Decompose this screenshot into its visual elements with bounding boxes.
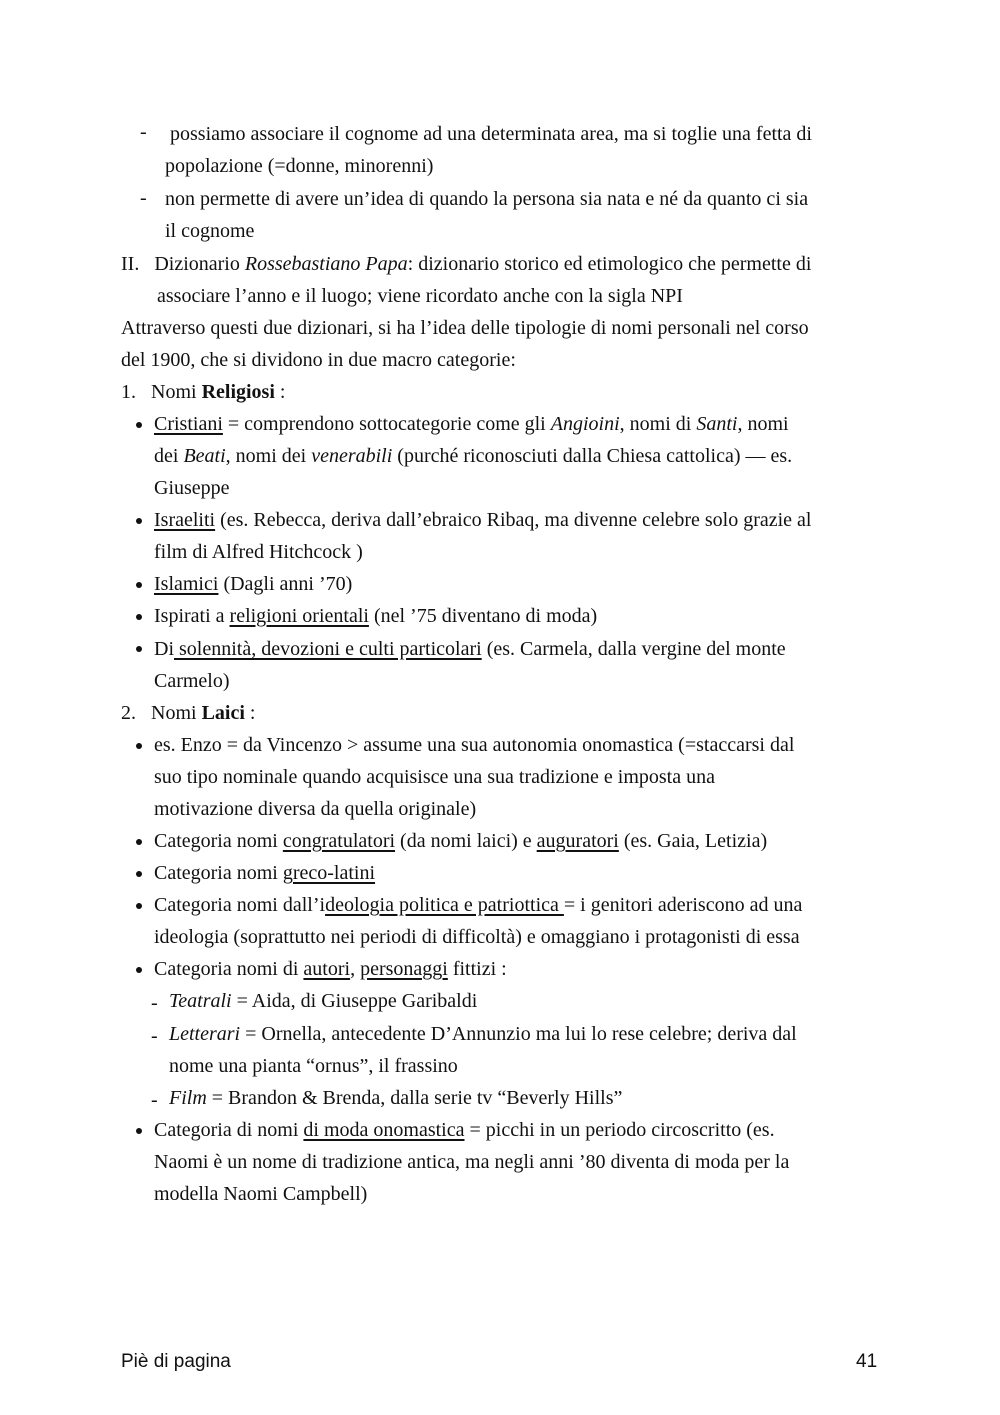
bullet-icon [136,903,142,909]
text: : [244,702,256,724]
italic-text: Letterari [169,1023,241,1045]
text: fittizi : [447,958,507,980]
underlined-text: religioni orientali [229,605,369,627]
text: = Brandon & Brenda, dalla serie tv “Beverly Hills” [206,1087,623,1109]
text: (da nomi laici) e [395,830,537,852]
dash-marker: - [151,1025,158,1047]
text-line: Naomi è un nome di tradizione antica, ma negli anni ’80 diventa di moda per la [154,1151,790,1173]
bullet-icon [136,614,142,620]
text-line: film di Alfred Hitchcock ) [154,541,363,563]
text: , nomi di [619,413,697,435]
text: Nomi [151,381,202,403]
bullet-icon [136,967,142,973]
text-line [154,444,792,468]
text: Categoria nomi di [154,958,304,980]
section-number: 1. [121,381,136,403]
section-heading [121,701,255,725]
text: Categoria nomi dall’i [154,894,326,916]
text: : dizionario storico ed etimologico che permette di [407,253,812,275]
text-line: possiamo associare il cognome ad una determinata area, ma si toglie una fetta di [170,123,812,145]
text-line: Giuseppe [154,477,230,499]
section-heading [121,380,285,404]
bullet-icon [136,839,142,845]
list-item [154,508,811,532]
bullet-icon [136,646,142,652]
underlined-text: auguratori [536,830,619,852]
text: = i genitori aderiscono ad una [563,894,803,916]
paragraph-line: del 1900, che si dividono in due macro categorie: [121,349,516,371]
text: = Aida, di Giuseppe Garibaldi [231,990,478,1012]
underlined-text: di moda onomastica [303,1119,465,1141]
sub-item [169,1022,797,1046]
text: , [350,958,361,980]
text-line: nome una pianta “ornus”, il frassino [169,1055,458,1077]
text: Ispirati a [154,605,230,627]
dash-marker: - [140,121,147,143]
text-line: il cognome [165,220,255,242]
sub-item [169,1086,622,1110]
bullet-icon [136,743,142,749]
dash-marker: - [151,1089,158,1111]
list-item [154,604,597,628]
text: : [274,381,286,403]
list-item [154,829,767,853]
list-item [154,412,789,436]
section-number: 2. [121,702,136,724]
sub-item [169,989,477,1013]
bullet-icon [136,871,142,877]
text: (es. Gaia, Letizia) [618,830,768,852]
text-line: Carmelo) [154,670,230,692]
bullet-icon [136,1128,142,1134]
underlined-text: deologia politica e patriottica [325,894,564,916]
text: Categoria nomi [154,830,283,852]
text: = picchi in un periodo circoscritto (es. [464,1119,775,1141]
text: = Ornella, antecedente D’Annunzio ma lui lo rese celebre; deriva dal [240,1023,797,1045]
list-item [154,893,802,917]
text: (es. Rebecca, deriva dall’ebraico Ribaq, ma divenne celebre solo grazie al [215,509,812,531]
bullet-icon [136,582,142,588]
underlined-text: personaggi [360,958,448,980]
dash-marker: - [140,187,147,209]
page-footer-label: Piè di pagina [121,1351,231,1372]
underlined-text: greco-latini [282,862,376,884]
text-line: suo tipo nominale quando acquisisce una sua tradizione e imposta una [154,766,715,788]
roman-item [121,252,811,276]
underlined-text: Cristiani [154,413,223,435]
text: , nomi [737,413,789,435]
underlined-text: Israeliti [154,509,216,531]
text-line: motivazione diversa da quella originale) [154,798,477,820]
underlined-text: solennità, devozioni e culti particolari [174,638,482,660]
underlined-text: congratulatori [282,830,396,852]
text: , nomi dei [225,445,312,467]
bullet-icon [136,518,142,524]
list-item [154,861,375,885]
text: Dizionario [154,253,245,275]
text-line: ideologia (soprattutto nei periodi di difficoltà) e omaggiano i protagonisti di essa [154,926,800,948]
text: (nel ’75 diventano di moda) [368,605,598,627]
text: (es. Carmela, dalla vergine del monte [481,638,786,660]
text: (purché riconosciuti dalla Chiesa cattolica) — es. [392,445,793,467]
roman-numeral: II. [121,253,140,275]
text: Di [154,638,174,660]
bullet-icon [136,422,142,428]
italic-text: Beati [183,445,226,467]
text: Nomi [151,702,202,724]
italic-text: Teatrali [169,990,232,1012]
text-line: associare l’anno e il luogo; viene ricordato anche con la sigla NPI [157,285,683,307]
text-line: non permette di avere un’idea di quando la persona sia nata e né da quanto ci sia [165,188,809,210]
italic-text: Santi [696,413,738,435]
dash-marker: - [151,992,158,1014]
underlined-text: Islamici [154,573,219,595]
list-item [154,1118,775,1142]
list-item: es. Enzo = da Vincenzo > assume una sua autonomia onomastica (=staccarsi dal [154,734,795,756]
italic-text: venerabili [311,445,393,467]
text-line: popolazione (=donne, minorenni) [165,155,434,177]
italic-text: Rossebastiano Papa [244,253,408,275]
bold-text: Laici [201,702,245,724]
text: Categoria di nomi [154,1119,304,1141]
italic-text: Angioini [550,413,620,435]
text: = comprendono sottocategorie come gli [222,413,551,435]
text: Categoria nomi [154,862,283,884]
paragraph-line: Attraverso questi due dizionari, si ha l’idea delle tipologie di nomi personali nel corso [121,317,809,339]
underlined-text: autori [303,958,351,980]
list-item [154,957,507,981]
page-number: 41 [856,1351,878,1372]
text: (Dagli anni ’70) [218,573,353,595]
bold-text: Religiosi [201,381,275,403]
text-line: modella Naomi Campbell) [154,1183,368,1205]
list-item [154,572,352,596]
list-item [154,637,786,661]
text: dei [154,445,184,467]
italic-text: Film [169,1087,207,1109]
